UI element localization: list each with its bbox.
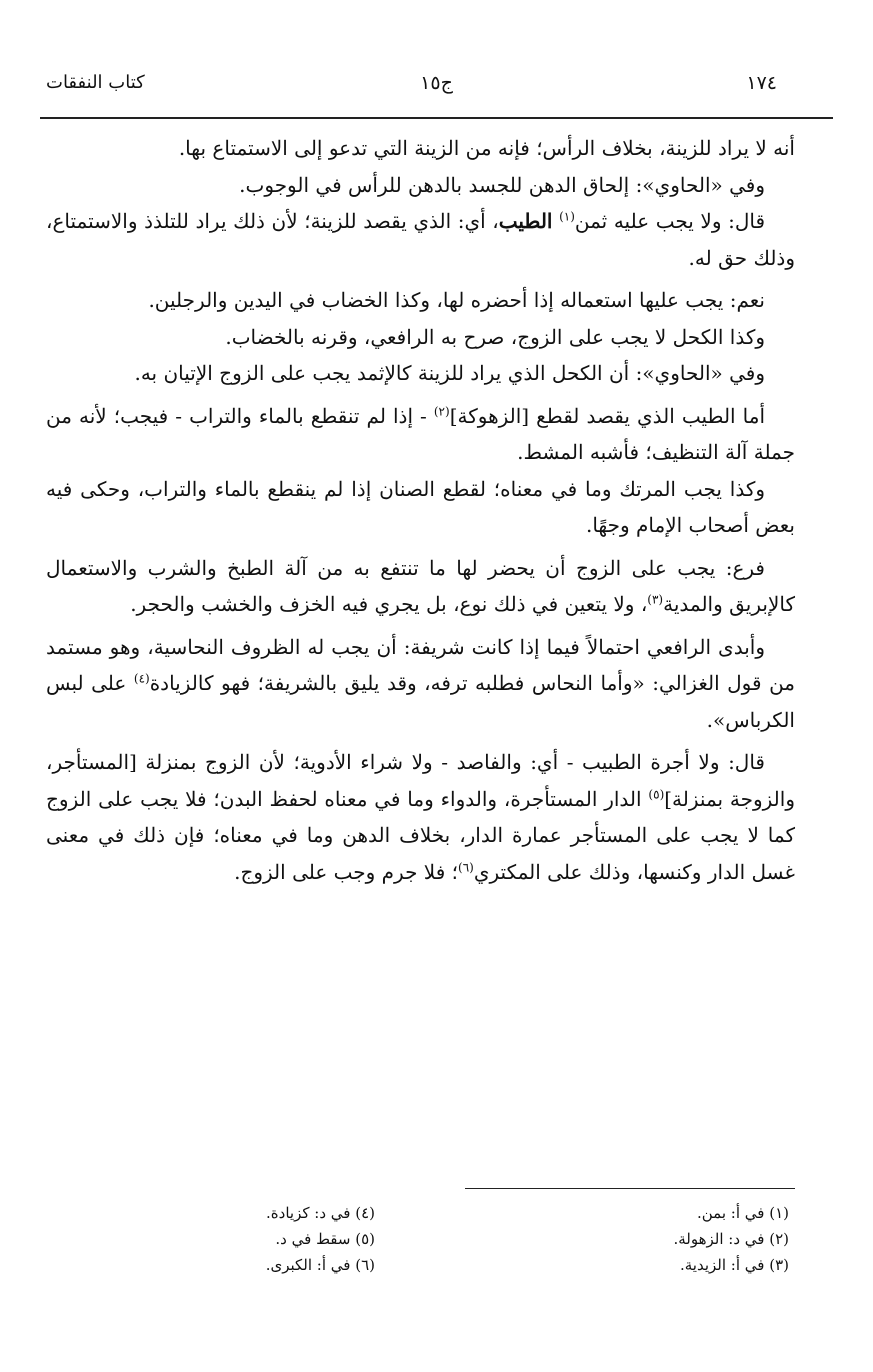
text-run: ، ولا يتعين في ذلك نوع، بل يجري فيه الخزف والخشب والحجر. [130,592,648,616]
paragraph: وفي «الحاوي»: أن الكحل الذي يراد للزينة كالإثمد يجب على الزوج الإتيان به. [134,361,765,385]
text-run: أما الطيب الذي يقصد لقطع [الزهوكة] [449,403,765,428]
volume-label: ج١٥ [420,72,453,94]
paragraph: نعم: يجب عليها استعماله إذا أحضره لها، وكذا الخضاب في اليدين والرجلين. [148,288,765,312]
footnote: (٤) في د: كزيادة. [266,1204,375,1222]
header-rule [40,117,833,119]
text-run: الدار المستأجرة، والدواء وما في معناه لحفظ البدن؛ فلا يجب على الزوج كما لا يجب على المستأجر عمارة الدار، بخلاف الدهن وما في معناه؛ فإن ذلك في معنى غسل الدار وكنسها، وذلك على المكتري [46,786,795,884]
text-run: كالزيادة [149,671,214,695]
footnote-ref: (٦) [458,859,474,874]
text-run: فرع: يجب على الزوج أن يحضر لها ما تنتفع به من آلة الطبخ والشرب والاستعمال كالإبريق والمدية [46,555,795,616]
paragraph: وكذا الكحل لا يجب على الزوج، صرح به الرافعي، وقرنه بالخضاب. [225,324,765,349]
paragraph [46,744,795,890]
book-title: كتاب النفقات [46,72,145,93]
paragraph: وكذا يجب المرتك وما في معناه؛ لقطع الصنان إذا لم ينقطع بالماء والتراب، وحكى فيه بعض أصحاب الإمام وجهًا. [46,476,795,537]
page-number: ١٧٤ [746,72,777,94]
footnote-ref: (٤) [133,671,150,686]
footnote: (٦) في أ: الكبرى. [265,1256,375,1274]
bold-term: الطيب [498,209,553,233]
footnote: (٢) في د: الزهولة. [673,1230,789,1248]
paragraph [46,398,795,471]
paragraph: وفي «الحاوي»: إلحاق الدهن للجسد بالدهن للرأس في الوجوب. [239,172,765,197]
footnote-column-right [409,1200,789,1278]
main-text [46,130,795,890]
text-run: - إذا لم تنقطع بالماء والتراب - فيجب؛ لأنه من جملة آلة التنظيف؛ فأشبه المشط. [46,403,795,464]
footnote: (٣) في أ: الزيدية. [679,1256,789,1274]
text-run: ؛ فلا جرم وجب على الزوج. [234,859,459,884]
text-run: على لبس الكرباس». [46,671,795,732]
page-header [40,66,833,106]
footnote-column-left [0,1200,375,1278]
footnote-ref: (٥) [648,786,665,801]
text-run: قال: ولا يجب عليه ثمن [574,209,766,233]
footnote-ref: (١) [559,209,575,224]
footnote: (١) في أ: بمن. [696,1204,789,1222]
footnote: (٥) سقط في د. [275,1230,375,1248]
text-run: قال: ولا أجرة الطبيب - أي: والفاصد - ولا شراء الأدوية؛ لأن الزوج بمنزلة [المستأجر، والزوجة بمنزلة] [46,750,795,811]
paragraph [46,629,795,739]
paragraph [46,203,795,276]
paragraph [46,550,795,623]
text-run: ، أي: الذي يقصد للزينة؛ لأن ذلك يراد للتلذذ والاستمتاع، وذلك حق له. [46,209,795,270]
paragraph: أنه لا يراد للزينة، بخلاف الرأس؛ فإنه من الزينة التي تدعو إلى الاستمتاع بها. [178,136,795,160]
text-run: وأبدى الرافعي احتمالاً فيما إذا كانت شريفة: أن يجب له الظروف النحاسية، وهو مستمد من قول الغزالي: «وأما النحاس فطلبه ترفه، وقد يليق بالشريفة؛ فهو [46,634,796,695]
footnote-ref: (٣) [647,592,664,607]
footnote-ref: (٢) [433,403,450,418]
footnote-rule [465,1188,795,1189]
